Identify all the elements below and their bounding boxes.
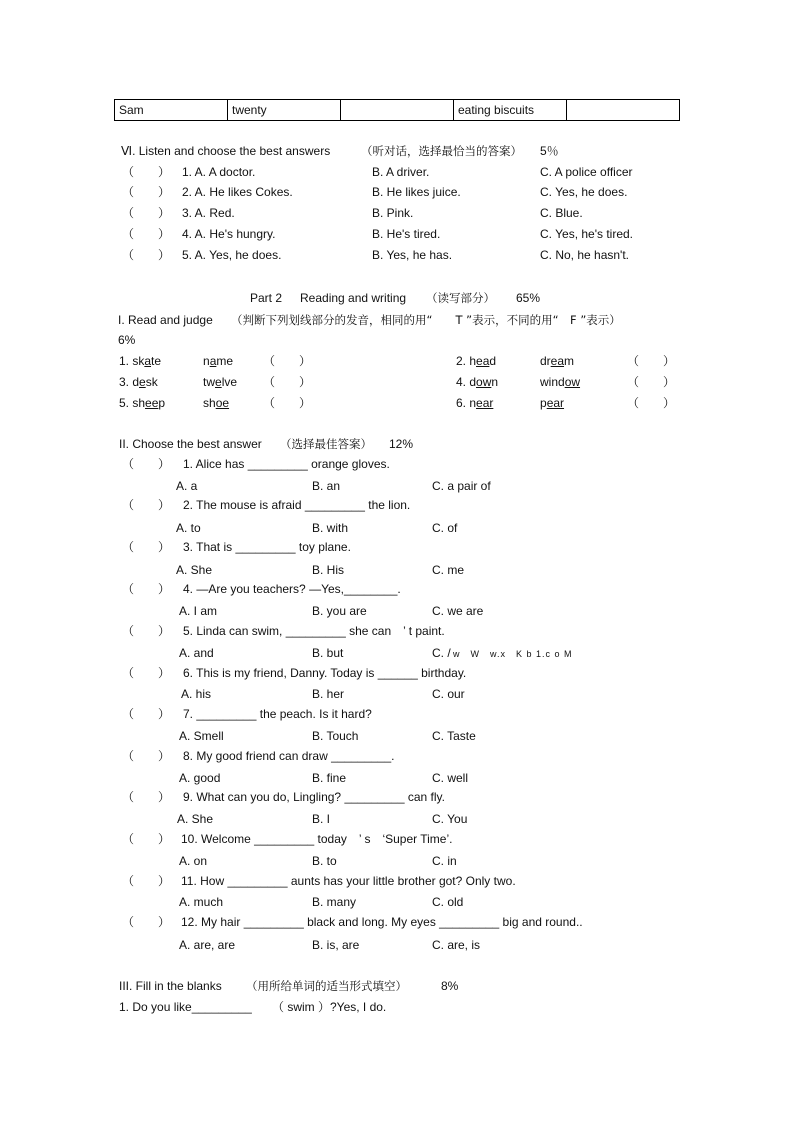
option-a: A. She [177, 812, 214, 826]
part-title-cn: （读写部分） [426, 291, 495, 305]
section-title: II. Choose the best answer [119, 437, 262, 451]
answer-blank[interactable]: （ ） [122, 206, 171, 220]
judge-blank[interactable]: （ ） [263, 375, 312, 389]
question-text: 8. My good friend can draw _________. [183, 749, 395, 763]
option-c: C. are, is [432, 938, 481, 952]
option-c: C. Blue. [540, 206, 583, 220]
question-text: 1. A. A doctor. [182, 165, 256, 179]
answer-table [114, 99, 680, 121]
question-text: 12. My hair _________ black and long. My eyes _________ big and round.. [181, 915, 583, 929]
option-c: C. Yes, he's tired. [540, 227, 634, 241]
answer-blank[interactable]: （ ） [122, 624, 171, 638]
word-4-compare: window [540, 375, 581, 389]
option-b: B. fine [312, 771, 347, 785]
section-title-cn: （用所给单词的适当形式填空） [246, 979, 407, 993]
judge-blank[interactable]: （ ） [263, 354, 312, 368]
word-1-compare: name [203, 354, 234, 368]
question-text: 1. Alice has _________ orange gloves. [183, 457, 390, 471]
option-a: A. a [176, 479, 198, 493]
section-title: III. Fill in the blanks [119, 979, 222, 993]
option-b: B. Touch [312, 729, 359, 743]
section-score: 8% [441, 979, 459, 993]
section-score: 12% [389, 437, 414, 451]
answer-blank[interactable]: （ ） [122, 915, 171, 929]
question-text: 4. —Are you teachers? —Yes,________. [183, 582, 401, 596]
question-text: 5. Linda can swim, _________ she can ’ t paint. [183, 624, 445, 638]
section-title: Ⅵ. Listen and choose the best answers [121, 144, 331, 158]
table-cell: twenty [228, 100, 341, 121]
question-text: 1. Do you like_________ [119, 1000, 252, 1014]
section-score: 6% [118, 333, 136, 347]
option-b: B. with [312, 521, 349, 535]
word-3: 3. desk [119, 375, 158, 389]
option-b: B. A driver. [372, 165, 430, 179]
table-cell [567, 100, 680, 121]
answer-blank[interactable]: （ ） [122, 165, 171, 179]
table-cell: eating biscuits [454, 100, 567, 121]
table-cell [341, 100, 454, 121]
answer-blank[interactable]: （ ） [122, 582, 171, 596]
option-b: B. to [312, 854, 337, 868]
section-title-cn: （听对话，选择最恰当的答案） [361, 144, 522, 158]
option-b: B. but [312, 646, 344, 660]
question-text: 10. Welcome _________ today ’ s ‘Super Time’. [181, 832, 453, 846]
section-title-cn: （判断下列划线部分的发音，相同的用“ T ”表示，不同的用“ F ”表示） [231, 313, 621, 327]
option-b: B. He likes juice. [372, 185, 461, 199]
answer-blank[interactable]: （ ） [122, 874, 171, 888]
question-text: 6. This is my friend, Danny. Today is ______ birthday. [183, 666, 467, 680]
section-score: 5％ [540, 144, 559, 158]
option-c: C. me [432, 563, 465, 577]
option-b: B. you are [312, 604, 367, 618]
word-3-compare: twelve [203, 375, 238, 389]
option-a: A. good [179, 771, 221, 785]
word-6-compare: pear [540, 396, 565, 410]
judge-blank[interactable]: （ ） [627, 354, 676, 368]
option-b: B. her [312, 687, 345, 701]
answer-blank[interactable]: （ ） [122, 749, 171, 763]
word-4: 4. down [456, 375, 499, 389]
answer-blank[interactable]: （ ） [122, 666, 171, 680]
option-c: C. You [432, 812, 468, 826]
part-score: 65% [516, 291, 541, 305]
part-label: Part 2 [250, 291, 283, 305]
option-c: C. in [432, 854, 457, 868]
option-a: A. are, are [179, 938, 236, 952]
option-b: B. Yes, he has. [372, 248, 453, 262]
answer-blank[interactable]: （ ） [122, 540, 171, 554]
table-cell: Sam [115, 100, 228, 121]
option-c: C. Taste [432, 729, 476, 743]
section-title: I. Read and judge [118, 313, 213, 327]
question-text: 3. That is _________ toy plane. [183, 540, 351, 554]
section-title-cn: （选择最佳答案） [280, 437, 372, 451]
option-c: C. our [432, 687, 465, 701]
option-a: A. on [179, 854, 208, 868]
option-b: B. many [312, 895, 357, 909]
option-c: C. No, he hasn't. [540, 248, 630, 262]
judge-blank[interactable]: （ ） [627, 396, 676, 410]
option-b: B. He's tired. [372, 227, 441, 241]
watermark-text: w W w.x K b 1.c o M [453, 649, 573, 659]
option-c: C. / [432, 646, 451, 660]
word-1: 1. skate [119, 354, 162, 368]
question-hint: （ swim ）?Yes, I do. [272, 1000, 387, 1014]
answer-blank[interactable]: （ ） [122, 790, 171, 804]
part-title: Reading and writing [300, 291, 407, 305]
answer-blank[interactable]: （ ） [122, 707, 171, 721]
option-b: B. I [312, 812, 331, 826]
word-5-compare: shoe [203, 396, 230, 410]
question-text: 7. _________ the peach. Is it hard? [183, 707, 372, 721]
option-a: A. to [176, 521, 201, 535]
option-a: A. his [181, 687, 212, 701]
option-c: C. a pair of [432, 479, 491, 493]
option-b: B. His [312, 563, 345, 577]
option-a: A. and [179, 646, 214, 660]
option-c: C. old [432, 895, 464, 909]
question-text: 9. What can you do, Lingling? _________ can fly. [183, 790, 445, 804]
word-2: 2. head [456, 354, 497, 368]
answer-blank[interactable]: （ ） [122, 457, 171, 471]
option-b: B. is, are [312, 938, 360, 952]
option-c: C. we are [432, 604, 484, 618]
answer-blank[interactable]: （ ） [122, 498, 171, 512]
judge-blank[interactable]: （ ） [263, 396, 312, 410]
table-row [115, 100, 680, 121]
option-a: A. much [179, 895, 224, 909]
question-text: 2. The mouse is afraid _________ the lion. [183, 498, 411, 512]
word-5: 5. sheep [119, 396, 166, 410]
answer-blank[interactable]: （ ） [122, 185, 171, 199]
option-a: A. I am [179, 604, 218, 618]
option-c: C. Yes, he does. [540, 185, 628, 199]
word-2-compare: dream [540, 354, 575, 368]
answer-blank[interactable]: （ ） [122, 227, 171, 241]
answer-blank[interactable]: （ ） [122, 832, 171, 846]
option-b: B. Pink. [372, 206, 414, 220]
judge-blank[interactable]: （ ） [627, 375, 676, 389]
question-text: 11. How _________ aunts has your little brother got? Only two. [181, 874, 516, 888]
option-c: C. A police officer [540, 165, 633, 179]
option-b: B. an [312, 479, 341, 493]
word-6: 6. near [456, 396, 494, 410]
option-c: C. of [432, 521, 458, 535]
question-text: 5. A. Yes, he does. [182, 248, 282, 262]
question-text: 3. A. Red. [182, 206, 235, 220]
option-a: A. She [176, 563, 213, 577]
question-text: 2. A. He likes Cokes. [182, 185, 293, 199]
option-c: C. well [432, 771, 469, 785]
question-text: 4. A. He's hungry. [182, 227, 276, 241]
answer-blank[interactable]: （ ） [122, 248, 171, 262]
option-a: A. Smell [179, 729, 224, 743]
